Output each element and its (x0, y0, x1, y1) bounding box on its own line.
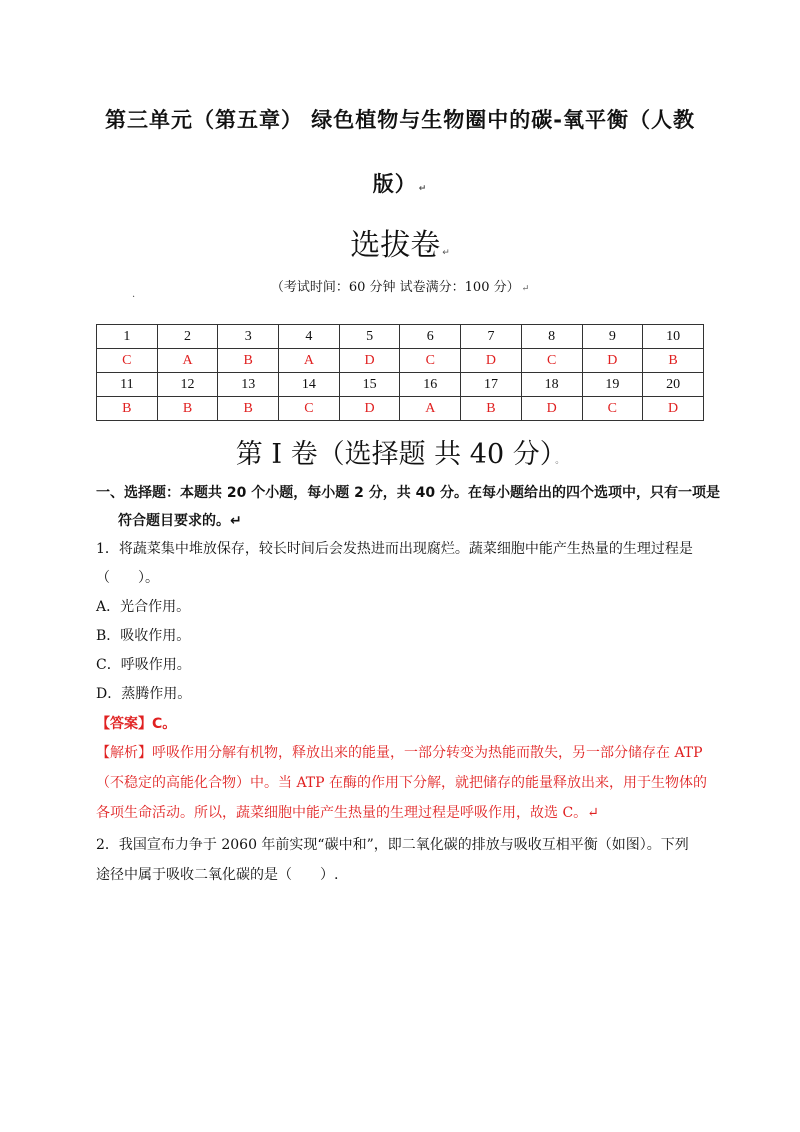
question-number-cell: 19 (582, 373, 643, 397)
question-number-cell: 9 (582, 325, 643, 349)
section-title-text: 第 I 卷（选择题 共 40 分） (235, 439, 554, 470)
question-number-cell: 2 (157, 325, 218, 349)
question-number-cell: 20 (643, 373, 704, 397)
answer-cell: D (643, 397, 704, 421)
question-number-cell: 18 (521, 373, 582, 397)
question1-stem-line1: 1．将蔬菜集中堆放保存，较长时间后会发热进而出现腐烂。蔬菜细胞中能产生热量的生理过程是 (96, 541, 693, 557)
question-number-cell: 17 (461, 373, 522, 397)
answer-cell: D (339, 349, 400, 373)
question-number-cell: 5 (339, 325, 400, 349)
question1-option-c: C．呼吸作用。 (96, 657, 191, 673)
question-number-cell: 6 (400, 325, 461, 349)
answer-cell: D (461, 349, 522, 373)
question-number-cell: 13 (218, 373, 279, 397)
answer-table-answer-row (97, 349, 704, 373)
question1-option-d: D．蒸腾作用。 (96, 686, 192, 702)
question-number-cell: 8 (521, 325, 582, 349)
instructions-line1: 一、选择题：本题共 20 个小题，每小题 2 分，共 40 分。在每小题给出的四个选项中，只有一项是 (96, 485, 720, 501)
question-number-cell: 16 (400, 373, 461, 397)
question1-analysis-line1: 【解析】呼吸作用分解有机物，释放出来的能量，一部分转变为热能而散失，另一部分储存在 ATP (96, 745, 703, 761)
answer-cell: C (582, 397, 643, 421)
answer-cell: C (279, 397, 340, 421)
answer-cell: B (218, 397, 279, 421)
answer-table-number-row (97, 325, 704, 349)
answer-cell: D (339, 397, 400, 421)
answer-cell: D (521, 397, 582, 421)
section-mark: 。 (555, 456, 565, 466)
answer-table-answer-row (97, 397, 704, 421)
question-number-cell: 11 (97, 373, 158, 397)
title-line2-text: 版） (372, 172, 417, 196)
question2-stem-line2: 途径中属于吸收二氧化碳的是（ ）. (96, 867, 339, 883)
answer-key-table (96, 324, 704, 421)
paragraph-mark: ↵ (418, 184, 428, 194)
document-title-line1: 第三单元（第五章） 绿色植物与生物圈中的碳-氧平衡（人教 (104, 108, 696, 132)
answer-cell: B (97, 397, 158, 421)
subtitle-text: 选拔卷 (350, 228, 441, 263)
paragraph-mark: ↵ (521, 284, 530, 294)
answer-cell: A (157, 349, 218, 373)
answer-cell: C (521, 349, 582, 373)
paragraph-mark: ↵ (442, 248, 450, 258)
question-number-cell: 1 (97, 325, 158, 349)
answer-cell: A (400, 397, 461, 421)
question1-option-a: A．光合作用。 (96, 599, 191, 615)
document-subtitle (0, 220, 800, 264)
answer-cell: B (461, 397, 522, 421)
exam-info (0, 276, 800, 295)
question-number-cell: 15 (339, 373, 400, 397)
question-number-cell: 7 (461, 325, 522, 349)
instructions-line2: 符合题目要求的。↵ (118, 513, 242, 529)
question-number-cell: 3 (218, 325, 279, 349)
question-number-cell: 12 (157, 373, 218, 397)
stray-dot: · (132, 292, 136, 303)
answer-cell: A (279, 349, 340, 373)
section-title (0, 432, 800, 471)
question-number-cell: 10 (643, 325, 704, 349)
answer-cell: B (157, 397, 218, 421)
question1-stem-line2: （ ）。 (96, 570, 159, 586)
question-number-cell: 14 (279, 373, 340, 397)
question2-stem-line1: 2．我国宣布力争于 2060 年前实现“碳中和”，即二氧化碳的排放与吸收互相平衡（如图）。下列 (96, 837, 689, 853)
answer-cell: C (97, 349, 158, 373)
answer-cell: D (582, 349, 643, 373)
question1-answer: 【答案】C。 (96, 716, 177, 732)
question1-analysis-line2: （不稳定的高能化合物）中。当 ATP 在酶的作用下分解，就把储存的能量释放出来，用于生物体的 (96, 775, 708, 791)
question1-option-b: B．吸收作用。 (96, 628, 191, 644)
answer-cell: B (218, 349, 279, 373)
question-number-cell: 4 (279, 325, 340, 349)
exam-info-text: （考试时间：60 分钟 试卷满分：100 分） (270, 280, 520, 295)
answer-cell: C (400, 349, 461, 373)
question1-analysis-line3: 各项生命活动。所以，蔬菜细胞中能产生热量的生理过程是呼吸作用，故选 C。↵ (96, 805, 599, 821)
document-title-line2 (0, 168, 800, 198)
answer-table-number-row (97, 373, 704, 397)
answer-cell: B (643, 349, 704, 373)
